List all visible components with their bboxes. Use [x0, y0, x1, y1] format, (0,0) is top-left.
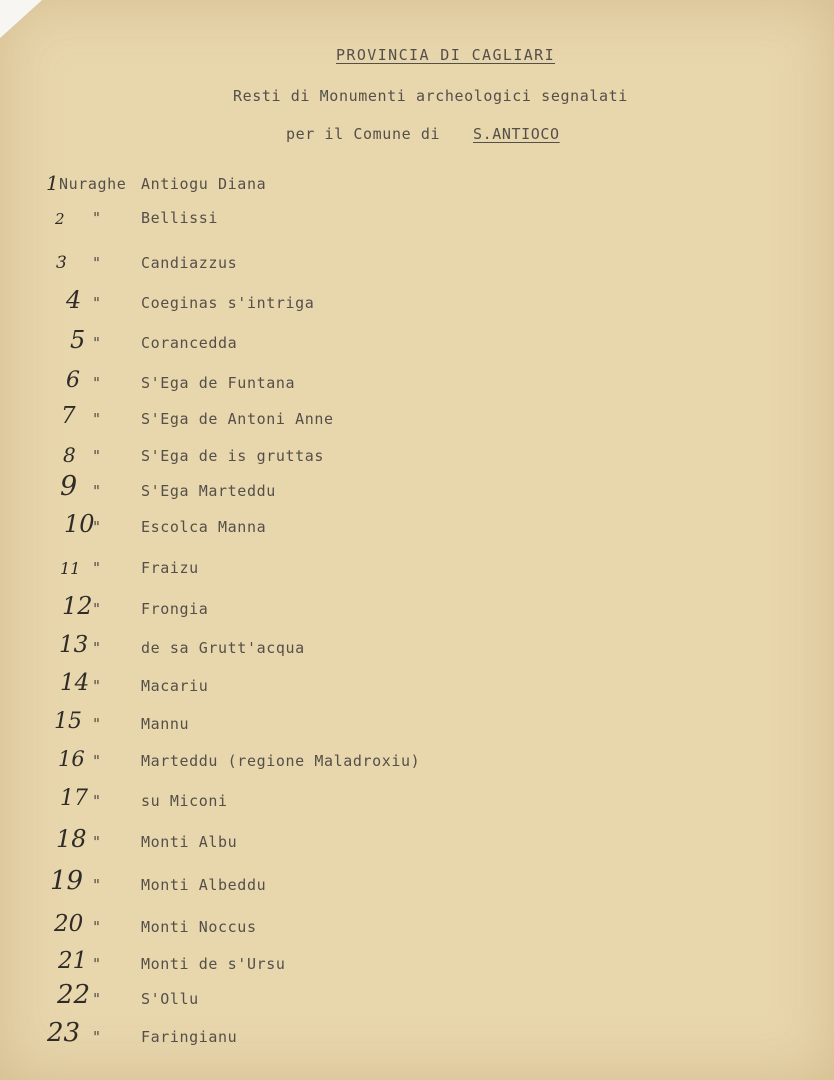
nuraghe-name: Antiogu Diana	[141, 175, 267, 193]
ditto-mark: "	[92, 955, 102, 973]
comune-name: S.ANTIOCO	[473, 125, 560, 143]
nuraghe-name: Monti Noccus	[141, 918, 257, 936]
item-number: 18	[56, 825, 87, 853]
ditto-mark: "	[92, 559, 102, 577]
nuraghe-name: Fraizu	[141, 559, 199, 577]
nuraghe-name: Monti Albeddu	[141, 876, 267, 894]
ditto-mark: "	[92, 833, 102, 851]
item-number: 4	[66, 286, 82, 314]
ditto-mark: "	[92, 715, 102, 733]
item-number: 23	[47, 1018, 81, 1048]
nuraghe-name: Bellissi	[141, 209, 219, 227]
nuraghe-name: S'Ega de Funtana	[141, 374, 296, 392]
item-number: 21	[58, 948, 88, 974]
ditto-mark: "	[92, 334, 102, 352]
item-number: 3	[56, 253, 67, 273]
ditto-mark: "	[92, 677, 102, 695]
nuraghe-name: Frongia	[141, 600, 209, 618]
item-number: 17	[60, 786, 88, 811]
nuraghe-name: Candiazzus	[141, 254, 238, 272]
nuraghe-name: Faringianu	[141, 1028, 238, 1046]
item-number: 14	[60, 670, 90, 696]
ditto-mark: "	[92, 792, 102, 810]
ditto-mark: "	[92, 752, 102, 770]
item-number: 10	[64, 510, 95, 538]
nuraghe-name: su Miconi	[141, 792, 228, 810]
ditto-mark: "	[92, 1028, 102, 1046]
ditto-mark: "	[92, 876, 102, 894]
ditto-mark: "	[92, 447, 102, 465]
item-number: 6	[66, 368, 80, 393]
nuraghe-name: Macariu	[141, 677, 209, 695]
ditto-mark: "	[92, 918, 102, 936]
item-number: 16	[58, 747, 85, 771]
item-number: 22	[57, 980, 91, 1010]
item-number: 13	[59, 632, 89, 658]
item-number: 19	[50, 866, 84, 896]
item-number: 1	[46, 171, 59, 195]
item-number: 9	[60, 471, 78, 502]
ditto-mark: "	[92, 374, 102, 392]
document-subtitle: Resti di Monumenti archeologici segnalati	[233, 87, 628, 105]
ditto-mark: "	[92, 482, 102, 500]
nuraghe-name: S'Ollu	[141, 990, 199, 1008]
nuraghe-name: Coeginas s'intriga	[141, 294, 315, 312]
item-number: 8	[63, 443, 76, 467]
item-number: 20	[54, 911, 84, 937]
item-number: 2	[55, 210, 65, 228]
ditto-mark: "	[92, 518, 102, 536]
nuraghe-name: S'Ega de Antoni Anne	[141, 410, 334, 428]
nuraghe-name: S'Ega de is gruttas	[141, 447, 324, 465]
nuraghe-type-label: Nuraghe	[59, 175, 127, 193]
nuraghe-name: Corancedda	[141, 334, 238, 352]
nuraghe-name: Monti Albu	[141, 833, 238, 851]
ditto-mark: "	[92, 294, 102, 312]
item-number: 11	[60, 559, 81, 578]
nuraghe-name: S'Ega Marteddu	[141, 482, 276, 500]
nuraghe-name: Mannu	[141, 715, 190, 733]
document-title: PROVINCIA DI CAGLIARI	[336, 46, 556, 64]
item-number: 15	[54, 709, 82, 734]
ditto-mark: "	[92, 600, 102, 618]
item-number: 7	[61, 403, 76, 429]
ditto-mark: "	[92, 990, 102, 1008]
nuraghe-name: Escolca Manna	[141, 518, 267, 536]
nuraghe-name: Marteddu (regione Maladroxiu)	[141, 752, 421, 770]
comune-line-prefix: per il Comune di	[286, 125, 441, 143]
ditto-mark: "	[92, 209, 102, 227]
nuraghe-name: Monti de s'Ursu	[141, 955, 286, 973]
item-number: 12	[62, 592, 93, 620]
ditto-mark: "	[92, 410, 102, 428]
nuraghe-name: de sa Grutt'acqua	[141, 639, 305, 657]
item-number: 5	[70, 326, 86, 354]
ditto-mark: "	[92, 639, 102, 657]
ditto-mark: "	[92, 254, 102, 272]
